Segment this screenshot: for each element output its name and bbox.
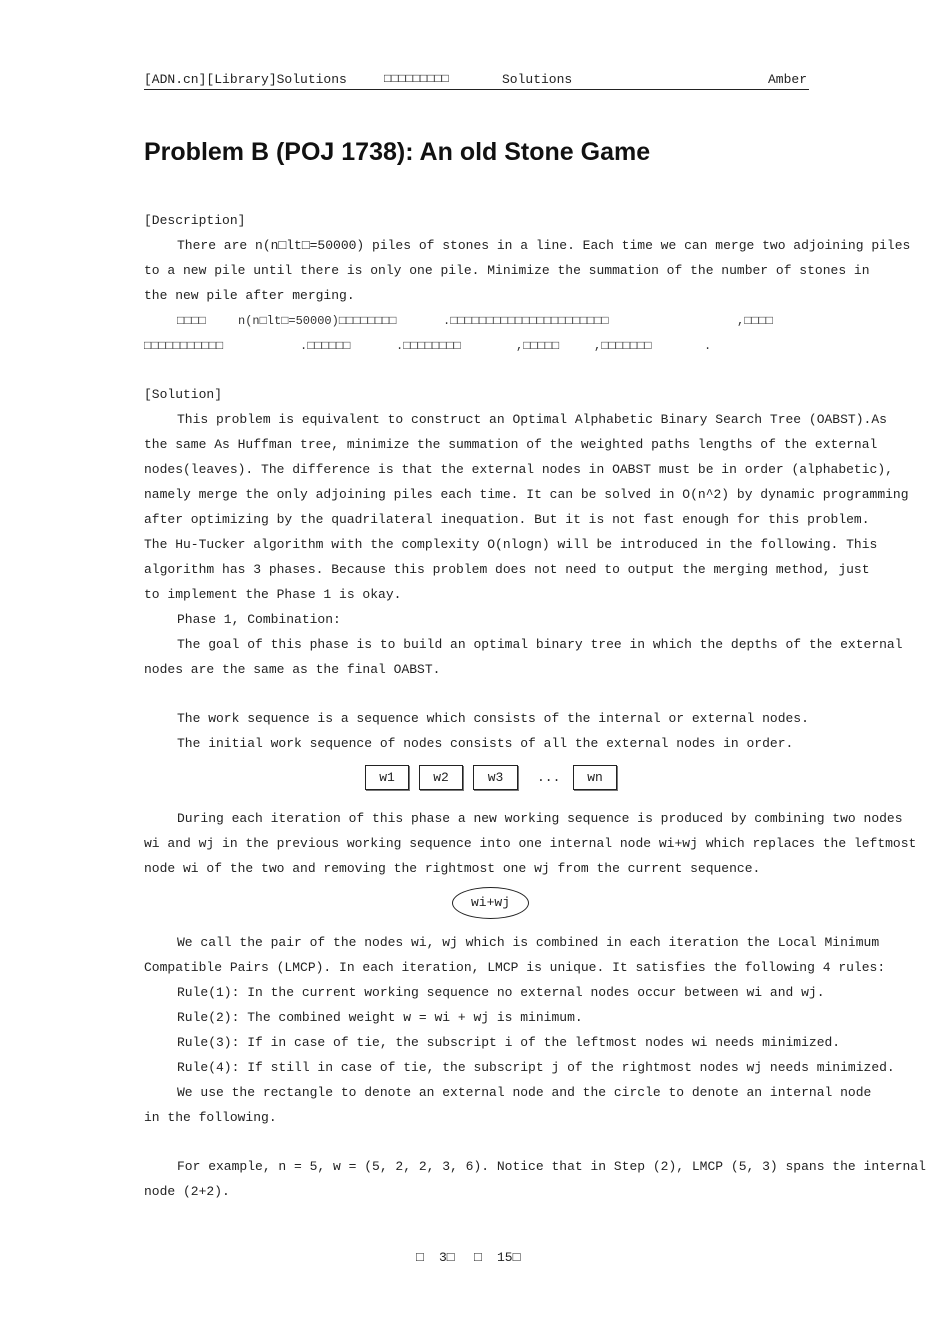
solution-line: The Hu-Tucker algorithm with the complexity O(nlogn) will be introduced in the following. This [144,537,878,552]
example-line: For example, n = 5, w = (5, 2, 2, 3, 6). Notice that in Step (2), LMCP (5, 3) spans the internal [177,1159,926,1174]
iteration-line: wi and wj in the previous working sequence into one internal node wi+wj which replaces the leftmost [144,836,917,851]
example-line: node (2+2). [144,1184,230,1199]
external-node-box: w3 [473,765,518,790]
internal-node-oval: wi+wj [452,887,529,919]
header-rule [144,89,809,90]
solution-line: namely merge the only adjoining piles each time. It can be solved in O(n^2) by dynamic programming [144,487,909,502]
cjk-text: □□□□□□□□□□□ [144,339,224,353]
rule-line: Rule(4): If still in case of tie, the subscript j of the rightmost nodes wj needs minimized. [177,1060,895,1075]
solution-line: the same As Huffman tree, minimize the summation of the weighted paths lengths of the external [144,437,878,452]
cjk-text: .□□□□□□□□□□□□□□□□□□□□□□ [443,314,609,328]
description-line: to a new pile until there is only one pile. Minimize the summation of the number of stones in [144,263,870,278]
cjk-text: .□□□□□□□□ [396,339,461,353]
lmcp-line: We call the pair of the nodes wi, wj which is combined in each iteration the Local Minimum [177,935,880,950]
cjk-text: n(n□lt□=50000)□□□□□□□□ [238,314,397,328]
footer-total-pages: 15□ [497,1250,521,1265]
footer-page-number: 3□ [439,1250,455,1265]
solution-line: algorithm has 3 phases. Because this problem does not need to output the merging method, just [144,562,870,577]
cjk-text: .□□□□□□ [300,339,351,353]
header-center: Solutions [502,72,573,87]
rule-line: Rule(1): In the current working sequence no external nodes occur between wi and wj. [177,985,825,1000]
footer-prefix: □ [416,1250,424,1265]
cjk-text: ,□□□□ [737,314,774,328]
page-header [144,72,809,88]
solution-line: This problem is equivalent to construct an Optimal Alphabetic Binary Search Tree (OABST).As [177,412,887,427]
lmcp-line: Compatible Pairs (LMCP). In each iteration, LMCP is unique. It satisfies the following 4 rules: [144,960,886,975]
footer-middle: □ [474,1250,482,1265]
iteration-line: During each iteration of this phase a new working sequence is produced by combining two nodes [177,811,903,826]
external-node-box: wn [573,765,617,790]
solution-line: after optimizing by the quadrilateral inequation. But it is not fast enough for this problem. [144,512,870,527]
cjk-text: . [704,339,712,353]
phase-heading: Phase 1, Combination: [177,612,341,627]
page-title: Problem B (POJ 1738): An old Stone Game [144,138,651,166]
ellipsis: ... [537,770,561,785]
work-sequence-text: The work sequence is a sequence which consists of the internal or external nodes. [177,711,809,726]
description-heading: [Description] [144,213,246,228]
rule-line: Rule(3): If in case of tie, the subscript i of the leftmost nodes wi needs minimized. [177,1035,841,1050]
goal-line: The goal of this phase is to build an optimal binary tree in which the depths of the external [177,637,903,652]
rule-line: Rule(2): The combined weight w = wi + wj is minimum. [177,1010,583,1025]
external-node-box: w2 [419,765,463,790]
cjk-text: ,□□□□□□□ [594,339,652,353]
solution-heading: [Solution] [144,387,223,402]
iteration-line: node wi of the two and removing the rightmost one wj from the current sequence. [144,861,761,876]
header-left: [ADN.cn][Library]Solutions [144,72,347,87]
header-right: Amber [767,72,807,87]
solution-line: to implement the Phase 1 is okay. [144,587,402,602]
solution-line: nodes(leaves). The difference is that the external nodes in OABST must be in order (alphabetic), [144,462,893,477]
header-garbled: □□□□□□□□□ [384,72,449,86]
notation-line: We use the rectangle to denote an external node and the circle to denote an internal node [177,1085,872,1100]
description-line: There are n(n□lt□=50000) piles of stones in a line. Each time we can merge two adjoining piles [177,238,911,253]
goal-line: nodes are the same as the final OABST. [144,662,441,677]
cjk-text: □□□□ [177,314,206,328]
description-line: the new pile after merging. [144,288,355,303]
initial-sequence-text: The initial work sequence of nodes consists of all the external nodes in order. [177,736,794,751]
external-node-box: w1 [365,765,409,790]
cjk-text: ,□□□□□ [516,339,560,353]
notation-line: in the following. [144,1110,277,1125]
